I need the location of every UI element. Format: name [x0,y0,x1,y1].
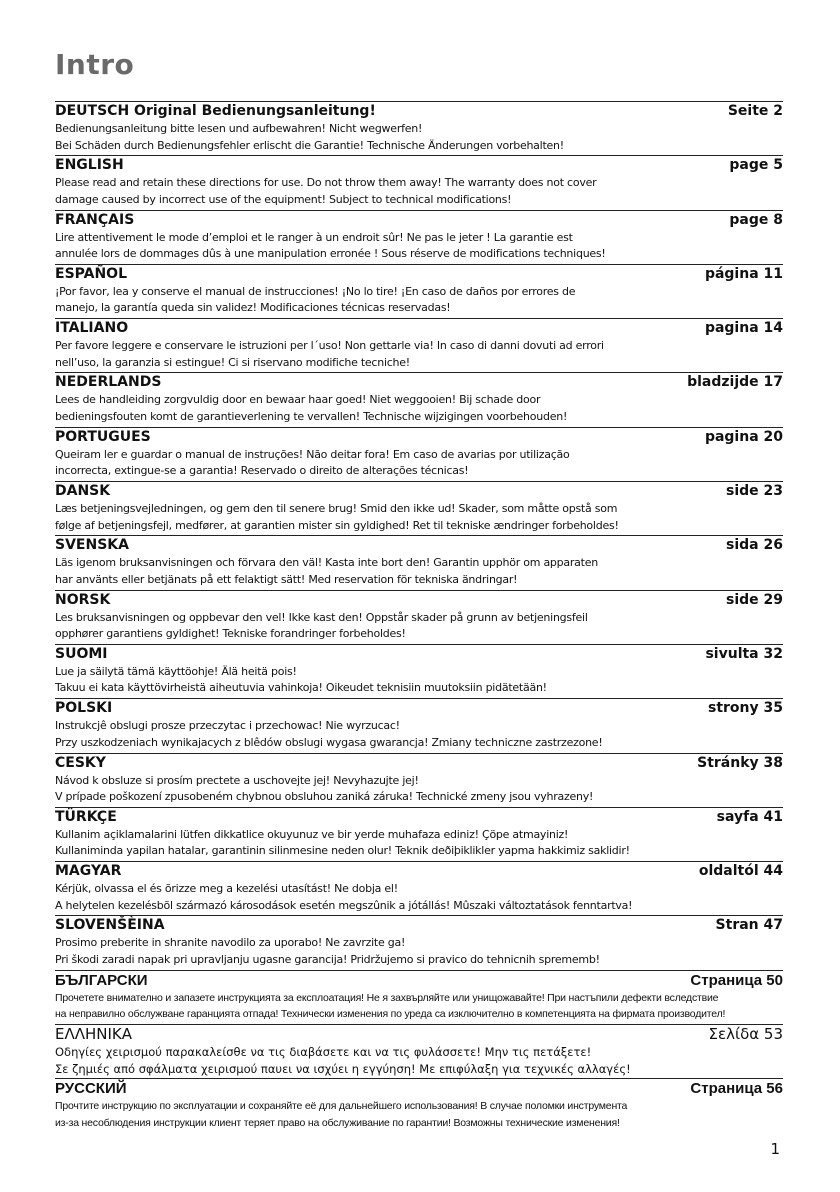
instruction-line: Прочетете внимателно и запазете инструкцията за експлоатация! Не я захвърляйте или унищожавайте! При настъпили дефекти вследствие [55,991,719,1004]
page-reference: side 29 [725,591,783,608]
instruction-line: ¡Por favor, lea y conserve el manual de instrucciones! ¡No lo tire! ¡En caso de daños por errores de [55,284,576,298]
instruction-line: Прочтите инструкцию по эксплуатации и сохраняйте её для дальнейшего использования! В случае поломки инструмента [55,1100,628,1113]
language-name: POLSKI [55,700,113,717]
language-section [55,753,783,807]
instruction-line: bedieningsfouten komt de garantieverlening te vervallen! Technische wijzigingen voorbehouden! [55,409,568,423]
page-reference: pagina 14 [704,320,783,337]
page-reference: page 8 [729,211,783,228]
instruction-line: Läs igenom bruksanvisningen och förvara den väl! Kasta inte bort den! Garantin upphör om apparaten [55,556,598,570]
language-section [55,1024,783,1078]
language-section [55,264,783,318]
instruction-line: на неправилно обслужване гаранцията отпада! Технически изменения по уреда са изключително в компетенцията на фирмата производител! [55,1008,726,1021]
language-section [55,372,783,426]
instruction-line: V prípade poškození zpusobeném chybnou obsluhou zaniká záruka! Technické zmeny jsou vyhrazeny! [55,790,594,804]
instruction-line: opphører garantiens gyldighet! Tekniske forandringer forbeholdes! [55,627,406,641]
instruction-line: Prosimo preberite in shranite navodilo za uporabo! Ne zavrzite ga! [55,936,406,950]
language-name: SLOVENŠÈINA [55,917,165,934]
page-reference: sivulta 32 [705,645,783,662]
instruction-line: incorrecta, extingue-se a garantia! Reservado o direito de alterações técnicas! [55,464,469,478]
section-header [55,862,783,881]
section-header [55,754,783,773]
instruction-line: Please read and retain these directions for use. Do not throw them away! The warranty does not cover [55,176,597,190]
instruction-line: manejo, la garantía queda sin validez! Modificaciones técnicas reservadas! [55,301,451,315]
instruction-line: Bedienungsanleitung bitte lesen und aufbewahren! Nicht wegwerfen! [55,122,423,135]
language-name: SUOMI [55,645,108,662]
page-reference: strony 35 [708,700,783,717]
section-header [55,156,783,175]
language-name: TÜRKÇE [55,808,117,825]
section-header [55,102,783,121]
instruction-line: Takuu ei kata käyttövirheistä aiheutuvia vahinkoja! Oikeudet teknisiin muutoksiin pidätetään! [55,681,547,695]
instruction-line: Bei Schäden durch Bedienungsfehler erlischt die Garantie! Technische Änderungen vorbehalten! [55,138,564,152]
language-name: DEUTSCH Original Bedienungsanleitung! [55,103,376,119]
instruction-line: A helytelen kezelésbõl származó károsodások esetén megszûnik a jótállás! Mûszaki változtatások fenntartva! [55,898,633,912]
instruction-line: Przy uszkodzeniach wynikajacych z blêdów obslugi wygasa gwarancja! Zmiany techniczne zastrzezone! [55,735,603,749]
instruction-line: Lees de handleiding zorgvuldig door en bewaar haar goed! Niet weggooien! Bij schade door [55,393,541,407]
language-name: NEDERLANDS [55,374,162,391]
section-header [55,482,783,501]
section-header [55,428,783,447]
language-section [55,915,783,969]
page-title: Intro [55,48,135,81]
instruction-line: Kérjük, olvassa el és õrizze meg a kezelési utasítást! Ne dobja el! [55,882,398,896]
section-header [55,916,783,935]
instruction-line: Pri škodi zaradi napak pri upravljanju ugasne garancija! Pridržujemo si pravico do tehnicnih sprememb! [55,952,600,966]
instruction-line: annulée lors de dommages dûs à une manipulation erronée ! Sous réserve de modifications techniques! [55,247,606,261]
instruction-line: damage caused by incorrect use of the equipment! Subject to technical modifications! [55,192,512,206]
instruction-line: Lue ja säilytä tämä käyttöohje! Älä heitä pois! [55,664,297,678]
language-name: БЪЛГАРСКИ [55,971,148,989]
instruction-line: har använts eller betjänats på ett felaktigt sätt! Med reservation för tekniska ändringar! [55,572,518,586]
section-header [55,591,783,610]
page-reference: oldaltól 44 [698,863,783,880]
language-section [55,861,783,915]
instruction-line: из-за несоблюдения инструкции клиент теряет право на обслуживание по гарантии! Возможны технические изменения! [55,1116,620,1129]
section-header [55,971,783,990]
language-name: ITALIANO [55,320,129,337]
language-section [55,698,783,752]
section-header [55,699,783,718]
section-header [55,808,783,827]
section-header [55,373,783,392]
instruction-line: Kullanim açiklamalarini lütfen dikkatlice okuyunuz ve bir yerde muhafaza ediniz! Çöpe atmayiniz! [55,827,569,841]
language-name: NORSK [55,591,111,608]
instruction-line: Per favore leggere e conservare le istruzioni per l´uso! Non gettarle via! In caso di danni dovuti ad errori [55,339,604,353]
instruction-line: Les bruksanvisningen og oppbevar den vel! Ikke kast den! Oppstår skader på grunn av betjeningsfeil [55,610,588,624]
page-reference: Stran 47 [715,917,783,934]
page-reference: Σελίδα 53 [708,1025,783,1044]
instruction-line: Instrukcjê obslugi prosze przeczytac i przechowac! Nie wyrzucac! [55,719,400,733]
page-reference: Stránky 38 [697,754,783,771]
page-reference: bladzijde 17 [687,374,783,391]
page-reference: Страница 50 [690,971,783,989]
language-name: DANSK [55,483,111,500]
page-reference: página 11 [704,265,783,282]
instruction-line: nell’uso, la garanzia si estingue! Ci si riservano modifiche tecniche! [55,355,410,369]
language-name: ENGLISH [55,157,124,174]
page-reference: pagina 20 [704,428,783,445]
language-name: РУССКИЙ [55,1080,127,1098]
section-header [55,1025,783,1044]
instruction-line: Queiram ler e guardar o manual de instruções! Não deitar fora! Em caso de avarias por utilização [55,447,570,461]
language-section [55,427,783,481]
instruction-line: Σε ζημιές από σφάλματα χειρισμού παυει να ισχύει η εγγύηση! Με επιφύλαξη για τεχνικές αλλαγές! [55,1061,631,1076]
page-reference: Seite 2 [727,103,783,119]
language-name: ΕΛΛΗΝΙΚΑ [55,1025,133,1044]
page-number: 1 [770,1140,780,1158]
language-index [55,101,783,1133]
page-reference: sayfa 41 [716,808,783,825]
page-reference: Страница 56 [690,1080,783,1098]
language-name: SVENSKA [55,537,129,554]
section-header [55,1079,783,1098]
section-header [55,645,783,664]
language-section [55,590,783,644]
section-header [55,319,783,338]
language-section [55,970,783,1024]
instruction-line: Kullaniminda yapilan hatalar, garantinin silinmesine neden olur! Teknik deðiþiklikler yapma hakkimiz saklidir! [55,844,630,858]
page-reference: side 23 [725,483,783,500]
language-name: MAGYAR [55,863,122,880]
page-reference: sida 26 [726,537,783,554]
section-header [55,211,783,230]
instruction-line: følge af betjeningsfejl, medfører, at garantien mister sin gyldighed! Ret til tekniske ændringer forbeholdes! [55,518,619,532]
language-name: CESKY [55,754,106,771]
language-section [55,318,783,372]
language-section [55,535,783,589]
language-section [55,210,783,264]
page-reference: page 5 [729,157,783,174]
language-name: FRANÇAIS [55,211,135,228]
section-header [55,536,783,555]
language-name: ESPAÑOL [55,265,127,282]
language-section [55,101,783,155]
instruction-line: Οδηγίες χειρισμού παρακαλείσθε να τις διαβάσετε και να τις φυλάσσετε! Μην τις πετάξετε! [55,1045,592,1060]
instruction-line: Læs betjeningsvejledningen, og gem den til senere brug! Smid den ikke ud! Skader, som måtte opstå som [55,502,618,516]
language-section [55,155,783,209]
language-section [55,644,783,698]
instruction-line: Návod k obsluze si prosím prectete a uschovejte jej! Nevyhazujte jej! [55,773,419,787]
language-section [55,481,783,535]
section-header [55,265,783,284]
language-section [55,1078,783,1132]
language-section [55,807,783,861]
language-name: PORTUGUES [55,428,151,445]
instruction-line: Lire attentivement le mode d’emploi et le ranger à un endroit sûr! Ne pas le jeter ! La garantie est [55,230,573,244]
